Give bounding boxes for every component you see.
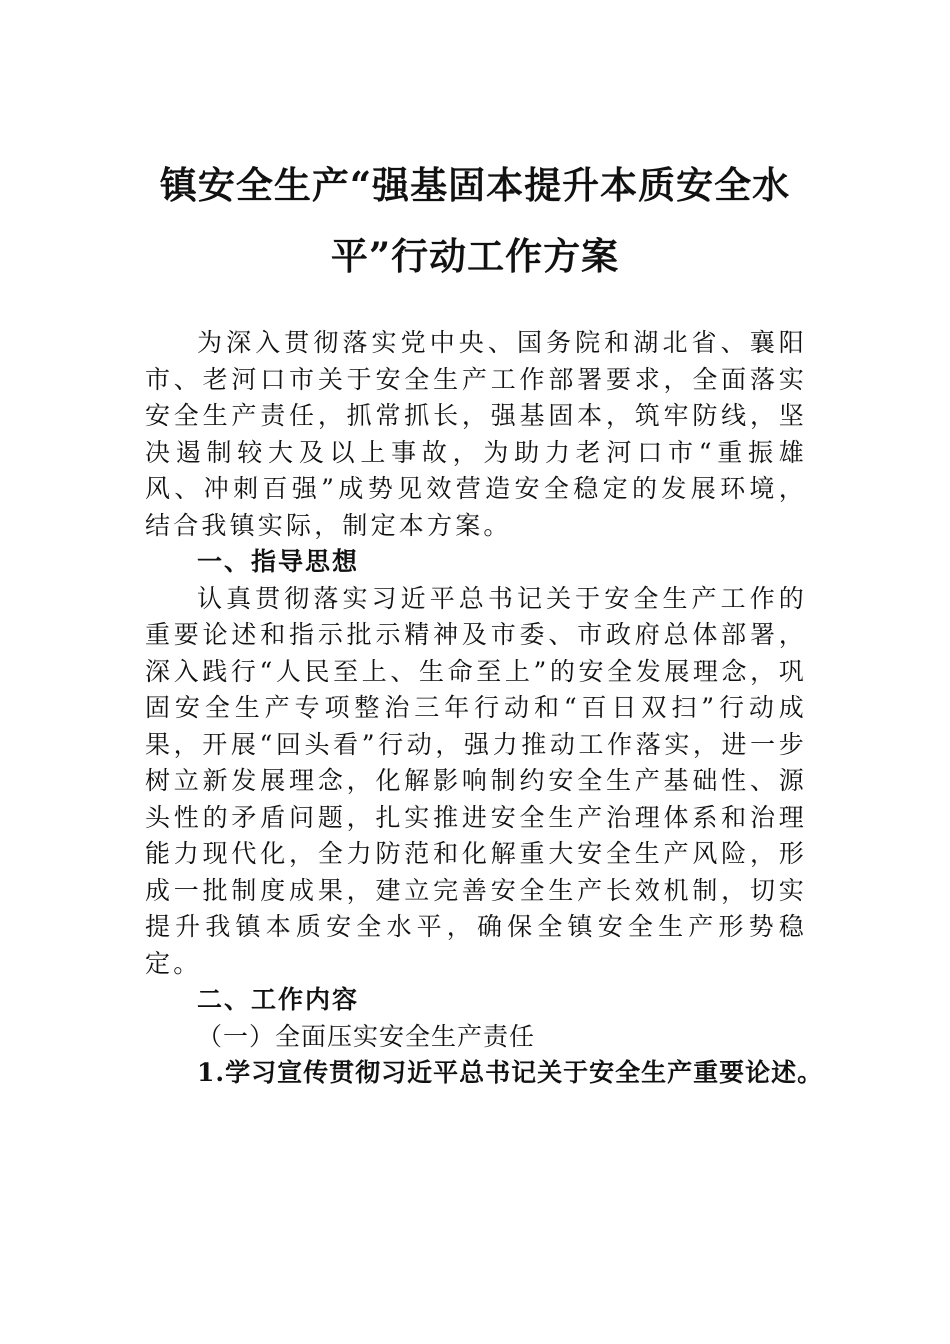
section-heading-work-content: 二、工作内容: [197, 985, 360, 1014]
subsection-heading-responsibility: （一）全面压实安全生产责任: [197, 1021, 536, 1051]
item-1-heading: 1.学习宣传贯彻习近平总书记关于安全生产重要论述。: [197, 1058, 824, 1087]
section-heading-guiding-ideology: 一、指导思想: [197, 547, 360, 576]
document-body: [145, 325, 824, 1092]
guiding-ideology-paragraph: 认真贯彻落实习近平总书记关于安全生产工作的重要论述和指示批示精神及市委、市政府总体部署，深入践行“人民至上、生命至上”的安全发展理念，巩固安全生产专项整治三年行动和“百日双扫”行动成果，开展“回头看”行动，强力推动工作落实，进一步树立新发展理念，化解影响制约安全生产基础性、源头性的矛盾问题，扎实推进安全生产治理体系和治理能力现代化，全力防范和化解重大安全生产风险，形成一批制度成果，建立完善安全生产长效机制，切实提升我镇本质安全水平，确保全镇安全生产形势稳定。: [145, 583, 807, 978]
intro-paragraph: 为深入贯彻落实党中央、国务院和湖北省、襄阳市、老河口市关于安全生产工作部署要求，全面落实安全生产责任，抓常抓长，强基固本，筑牢防线，坚决遏制较大及以上事故，为助力老河口市“重振雄风、冲刺百强”成势见效营造安全稳定的发展环境，结合我镇实际，制定本方案。: [145, 328, 807, 540]
document-title-line-2: 平”行动工作方案: [330, 234, 620, 278]
document-title-line-1: 镇安全生产“强基固本提升本质安全水: [159, 163, 791, 207]
